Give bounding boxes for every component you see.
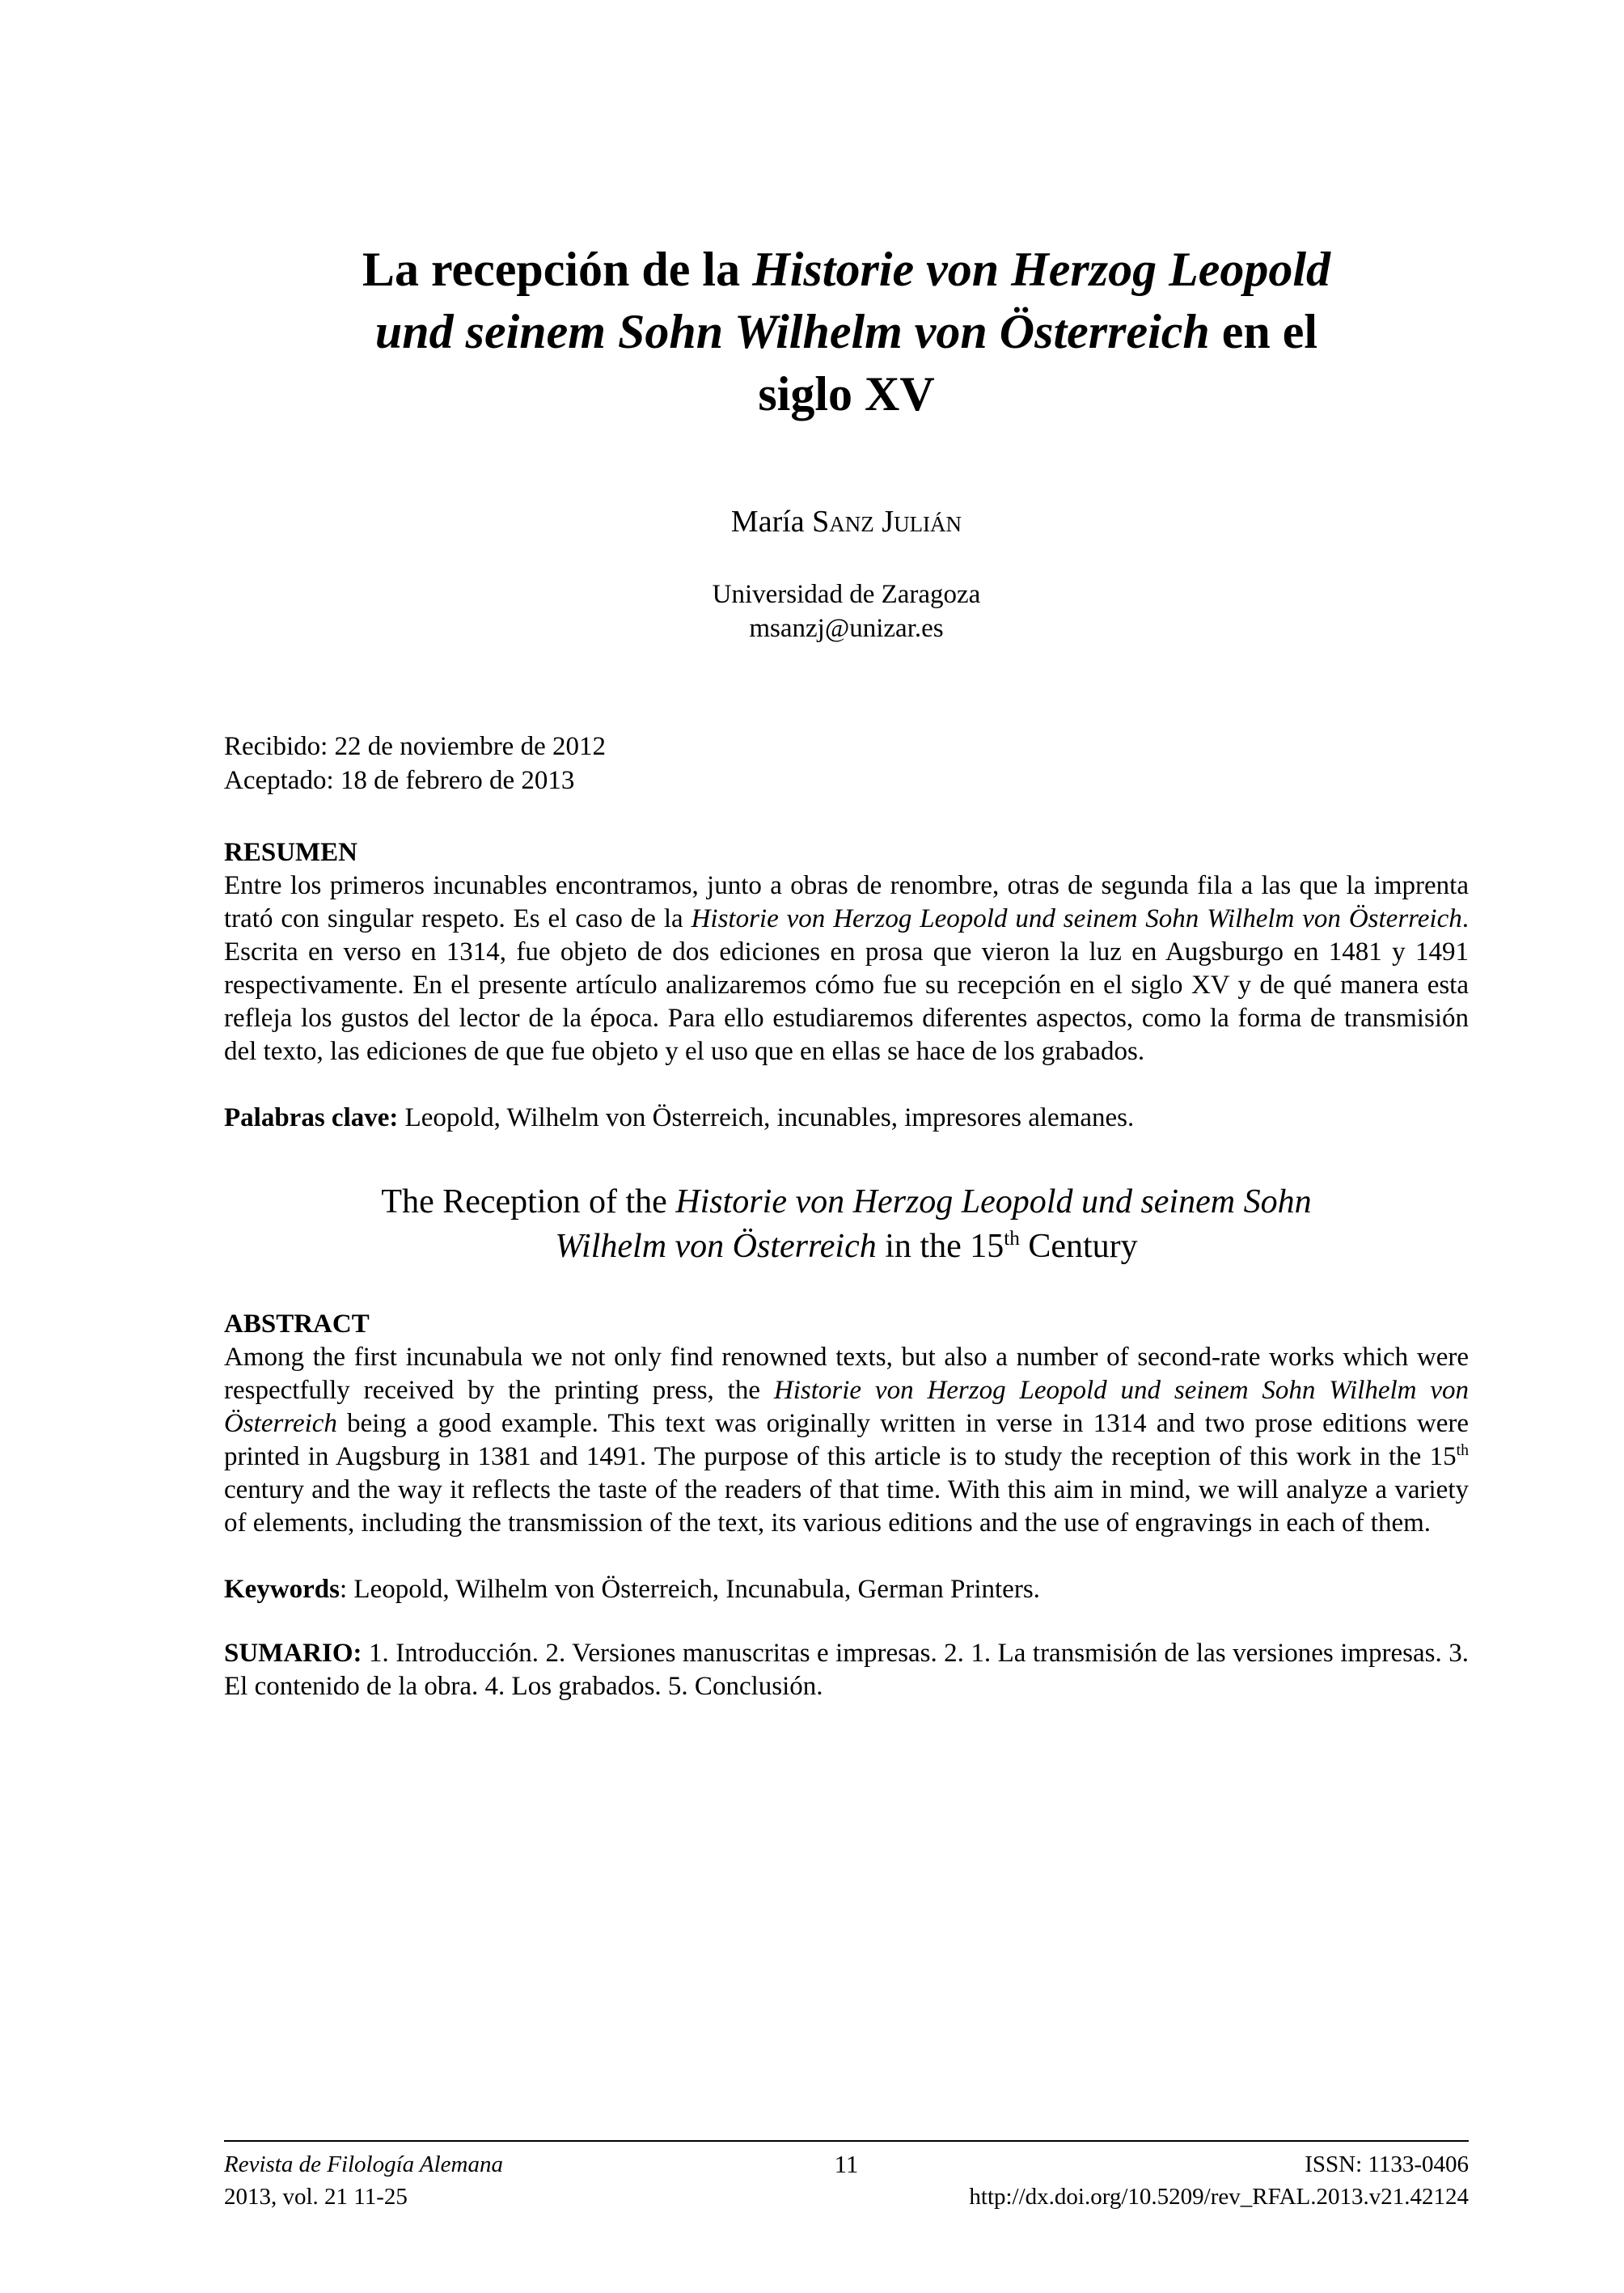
title-text: en el	[1209, 305, 1318, 358]
author-affiliation-block	[224, 577, 1469, 645]
english-title-text: in the 15	[876, 1228, 1004, 1265]
author-name	[224, 503, 1469, 540]
footer-volume-info: 2013, vol. 21 11-25	[224, 2184, 408, 2210]
footer-doi: http://dx.doi.org/10.5209/rev_RFAL.2013.v21.42124	[969, 2184, 1469, 2210]
resumen-text	[224, 869, 1469, 1068]
sumario-text: 1. Introducción. 2. Versiones manuscritas e impresas. 2. 1. La transmisión de las versiones impresas. 3. El contenido de la obra. 4. Los grabados. 5. Conclusión.	[224, 1639, 1469, 1701]
resumen-segment: Entre los primeros incunables encontramos, junto a obras de renombre, otras de segunda fila a las que la imprenta trató con singular respeto. Es el caso de la	[224, 871, 1469, 933]
title-line-2	[224, 301, 1469, 363]
english-title-text: Century	[1019, 1228, 1138, 1265]
footer-row-2	[224, 2181, 1469, 2213]
footer-row-1	[224, 2148, 1469, 2181]
title-line-1	[224, 239, 1469, 301]
sumario-label: SUMARIO:	[224, 1639, 362, 1668]
abstract-segment: century and the way it reflects the taste of the readers of that time. With this aim in mind, we will analyze a variety of elements, including the transmission of the text, its various editions and the use of engravings in each of them.	[224, 1475, 1469, 1538]
keywords	[224, 1573, 1469, 1606]
abstract-segment: Among the first incunabula we not only find renowned texts, but also a number of second-rate works which were respectfully received by the printing press, the	[224, 1343, 1469, 1405]
english-title-line-2	[224, 1225, 1469, 1269]
keywords-label: Keywords	[224, 1575, 340, 1604]
ordinal-superscript: th	[1004, 1228, 1020, 1250]
date-received: Recibido: 22 de noviembre de 2012	[224, 732, 606, 761]
english-title	[224, 1180, 1469, 1269]
page-title	[224, 239, 1469, 425]
footer-issn: ISSN: 1133-0406	[1305, 2151, 1469, 2177]
abstract-text	[224, 1341, 1469, 1540]
resumen-heading: RESUMEN	[224, 838, 358, 867]
submission-dates	[224, 730, 1469, 797]
english-title-text: The Reception of the	[381, 1183, 676, 1221]
ordinal-superscript: th	[1456, 1441, 1469, 1459]
resumen-segment: . Escrita en verso en 1314, fue objeto de dos ediciones en prosa que vieron la luz en Augsburgo en 1481 y 1491 respectivamente. En el presente artículo analizaremos cómo fue su recepción en el siglo XV y de qué manera esta refleja los gustos del lector de la época. Para ello estudiaremos diferentes aspectos, como la forma de transmisión del texto, las ediciones de que fue objeto y el uso que en ellas se hace de los grabados.	[224, 904, 1469, 1066]
page-footer	[224, 2140, 1469, 2213]
palabras-clave-label: Palabras clave:	[224, 1103, 399, 1132]
resumen-italic-segment: Historie von Herzog Leopold und seinem Sohn Wilhelm von Österreich	[691, 904, 1462, 933]
title-italic-text: und seinem Sohn Wilhelm von Österreich	[374, 305, 1210, 358]
english-title-italic-text: Wilhelm von Österreich	[555, 1228, 877, 1265]
abstract-segment: being a good example. This text was originally written in verse in 1314 and two prose editions were printed in Augsburg in 1381 and 1491. The purpose of this article is to study the reception of this work in the 15	[224, 1409, 1469, 1471]
author-last-name: Sanz Julián	[812, 505, 962, 539]
affiliation: Universidad de Zaragoza	[712, 580, 981, 609]
page-number: 11	[834, 2150, 859, 2178]
keywords-text: : Leopold, Wilhelm von Österreich, Incunabula, German Printers.	[340, 1575, 1040, 1604]
date-accepted: Aceptado: 18 de febrero de 2013	[224, 766, 575, 795]
english-title-italic-text: Historie von Herzog Leopold und seinem Sohn	[675, 1183, 1312, 1221]
title-line-3	[224, 363, 1469, 425]
english-title-line-1	[224, 1180, 1469, 1225]
title-italic-text: Historie von Herzog Leopold	[752, 243, 1331, 296]
palabras-clave	[224, 1102, 1469, 1135]
author-first-name: María	[730, 505, 813, 539]
footer-journal-name: Revista de Filología Alemana	[224, 2151, 503, 2177]
sumario	[224, 1637, 1469, 1703]
palabras-clave-text: Leopold, Wilhelm von Österreich, incunables, impresores alemanes.	[398, 1103, 1135, 1132]
abstract-heading: ABSTRACT	[224, 1309, 370, 1339]
title-text: La recepción de la	[362, 243, 753, 296]
abstract-italic-segment: Historie von Herzog Leopold und seinem Sohn Wilhelm von Österreich	[224, 1376, 1469, 1438]
title-text: siglo XV	[758, 367, 935, 421]
author-email: msanzj@unizar.es	[749, 614, 944, 643]
